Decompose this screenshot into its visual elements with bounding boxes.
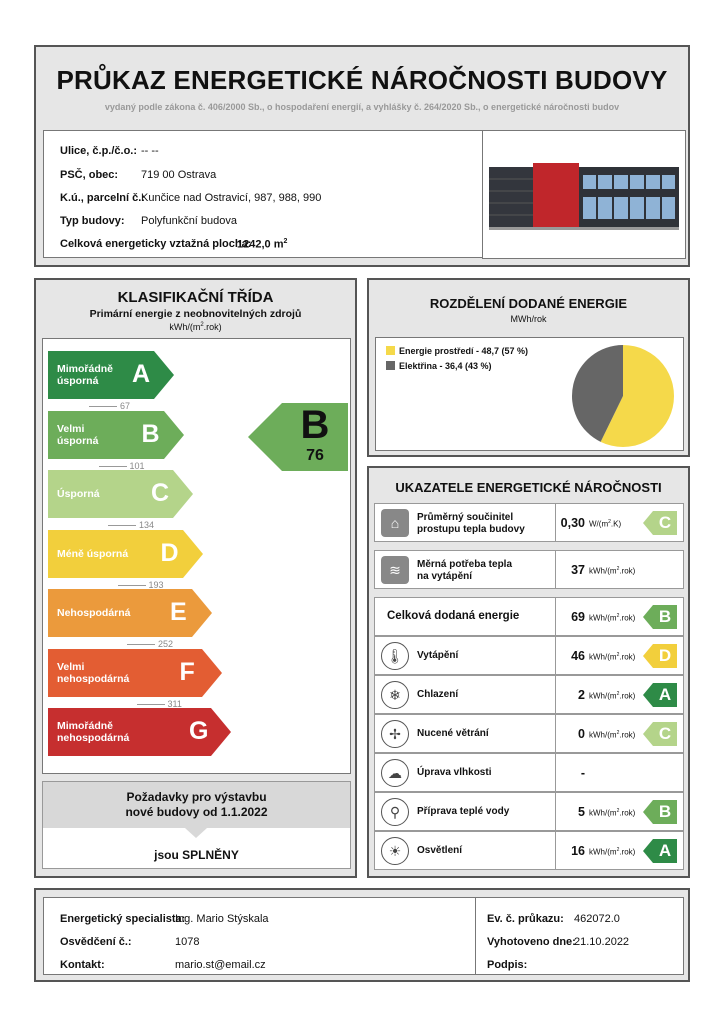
legend-swatch-environment [386,346,395,355]
indicator-unit: kWh/$(m^2.rok)$ [589,808,636,818]
indicator-name: Osvětlení [417,845,463,856]
class-letter-f: F [179,657,195,686]
class-name-g: Mimořádně nehospodárná [57,720,130,744]
document-subtitle: vydaný podle zákona č. 406/2000 Sb., o hospodaření energií, a vyhlášky č. 264/2020 Sb., o energetické náročnosti budov [104,102,620,112]
class-threshold: 311 [137,699,182,709]
indicator-icon: ⌂ [381,509,409,537]
indicator-icon: ☁ [381,759,409,787]
indicator-class-badge: B [643,800,677,824]
street-value: -- -- [141,145,159,157]
class-arrow-c [48,470,197,518]
ku-value: Kunčice nad Ostravicí, 987, 988, 990 [141,192,322,204]
distribution-chart-box [375,337,684,451]
result-class-letter: B [300,403,330,447]
indicators-title: UKAZATELE ENERGETICKÉ NÁROČNOSTI [395,480,662,495]
indicator-name: Vytápění [417,650,459,661]
indicator-class-badge: C [643,722,677,746]
indicator-unit: kWh/$(m^2.rok)$ [589,847,636,857]
footer-panel [34,888,690,982]
indicator-row [374,550,684,589]
class-arrow-a [48,351,178,399]
indicator-name: Úprava vlhkosti [417,767,492,778]
contact-value: mario.st@email.cz [175,959,266,971]
classification-unit: kWh/$(m^2.rok)$ [169,322,222,332]
classification-scale [42,338,351,774]
indicator-unit: kWh/$(m^2.rok)$ [589,652,636,662]
indicator-value: 37 [571,563,585,577]
sign-label: Podpis: [487,959,528,971]
requirements-line1: Požadavky pro výstavbu [126,790,267,804]
indicator-value: 46 [571,649,585,663]
indicator-class-badge: C [643,511,677,535]
class-letter-c: C [151,479,170,507]
indicator-row [374,503,684,542]
indicator-name: Měrná potřeba tepla na vytápění [417,559,513,582]
legend-swatch-electricity [386,361,395,370]
date-label: Vyhotoveno dne: [487,936,576,948]
indicator-value: 69 [571,610,585,624]
class-threshold: 101 [99,461,145,471]
legend-item-environment: Energie prostředí - 48,7 (57 %) [386,346,528,356]
requirements-arrow [185,828,207,838]
indicator-icon: 🌡 [381,642,409,670]
requirements-line2: nové budovy od 1.1.2022 [125,805,268,819]
result-class-value: 76 [306,447,324,464]
area-label: Celková energeticky vztažná plocha: [60,238,252,250]
indicator-value: 0 [578,727,585,741]
class-arrow-d [48,530,207,578]
indicator-icon: ⚲ [381,798,409,826]
indicator-unit: kWh/$(m^2.rok)$ [589,730,636,740]
classification-panel [34,278,357,878]
indicator-row [374,597,684,636]
indicator-row [374,675,684,714]
indicator-name: Chlazení [417,689,459,700]
classification-title: KLASIFIKAČNÍ TŘÍDA [117,289,274,306]
building-photo [483,131,685,258]
indicator-class-badge: A [643,839,677,863]
class-arrow-f [48,649,226,697]
classification-subtitle: Primární energie z neobnovitelných zdrojů [89,308,302,320]
area-value: 1242,0 $m^2$ [237,238,288,251]
date-value: 21.10.2022 [574,936,630,948]
class-arrow-e [48,589,216,637]
indicator-value: - [580,766,585,780]
cert-label: Osvědčení č.: [60,936,132,948]
indicator-value: 0,30 [560,516,585,530]
indicator-row [374,636,684,675]
indicator-icon: ✢ [381,720,409,748]
indicator-name: Příprava teplé vody [417,806,510,817]
indicator-icon: ❄ [381,681,409,709]
indicator-row [374,831,684,870]
class-name-b: Velmi úsporná [57,422,99,447]
class-letter-d: D [160,538,179,567]
type-value: Polyfunkční budova [141,215,238,227]
psc-value: 719 00 Ostrava [141,169,217,181]
id-value: 462072.0 [574,913,620,925]
indicator-name: Průměrný součinitel prostupu tepla budovy [417,512,525,535]
class-threshold: 193 [118,580,164,590]
requirements-box [42,781,351,869]
class-name-a: Mimořádně úsporná [57,363,114,387]
building-photo-frame [482,130,686,259]
legend-item-electricity: Elektřina - 36,4 (43 %) [386,361,492,371]
distribution-panel [367,278,690,457]
indicator-name: Celková dodaná energie [387,610,520,622]
pie-chart [570,343,676,449]
class-letter-e: E [170,598,187,626]
indicator-class-badge: D [643,644,677,668]
indicator-unit: kWh/$(m^2.rok)$ [589,613,636,623]
indicator-row [374,753,684,792]
id-label: Ev. č. průkazu: [487,913,564,925]
indicator-row [374,714,684,753]
class-name-c: Úsporná [57,488,100,500]
class-letter-a: A [132,360,151,388]
indicator-value: 2 [578,688,585,702]
indicator-icon: ☀ [381,837,409,865]
header-panel [34,45,690,267]
contact-label: Kontakt: [60,959,105,971]
type-label: Typ budovy: [60,215,125,227]
indicator-value: 16 [571,844,585,858]
indicator-class-badge: B [643,605,677,629]
footer-divider [475,898,476,974]
class-threshold: 252 [127,639,173,649]
indicator-name: Nucené větrání [417,728,489,739]
footer-box [43,897,684,975]
indicator-icon: ≋ [381,556,409,584]
building-info-box [43,130,684,258]
class-name-e: Nehospodárná [57,607,131,619]
indicator-row [374,792,684,831]
psc-label: PSČ, obec: [60,169,119,181]
indicator-unit: kWh/$(m^2.rok)$ [589,691,636,701]
indicator-unit: $W/(m^2.K)$ [589,519,622,529]
result-class-arrow [248,403,348,471]
class-name-f: Velmi nehospodárná [57,660,130,685]
specialist-label: Energetický specialista: [60,913,186,925]
class-arrow-b [48,411,188,459]
class-threshold: 67 [89,401,130,411]
distribution-title: ROZDĚLENÍ DODANÉ ENERGIE [429,296,628,311]
indicator-value: 5 [578,805,585,819]
class-letter-g: G [189,717,209,745]
class-letter-b: B [141,419,160,448]
cert-value: 1078 [175,936,200,948]
requirements-result: jsou SPLNĚNY [154,848,239,862]
class-threshold: 134 [108,520,154,530]
street-label: Ulice, č.p./č.o.: [60,145,138,157]
specialist-value: Ing. Mario Stýskala [175,913,269,925]
document-title: PRŮKAZ ENERGETICKÉ NÁROČNOSTI BUDOVY [56,65,668,95]
distribution-unit: MWh/rok [510,314,547,324]
indicator-class-badge: A [643,683,677,707]
class-arrow-g [48,708,235,756]
indicator-unit: kWh/$(m^2.rok)$ [589,566,636,576]
class-name-d: Méně úsporná [57,547,129,560]
ku-label: K.ú., parcelní č.: [60,192,145,204]
